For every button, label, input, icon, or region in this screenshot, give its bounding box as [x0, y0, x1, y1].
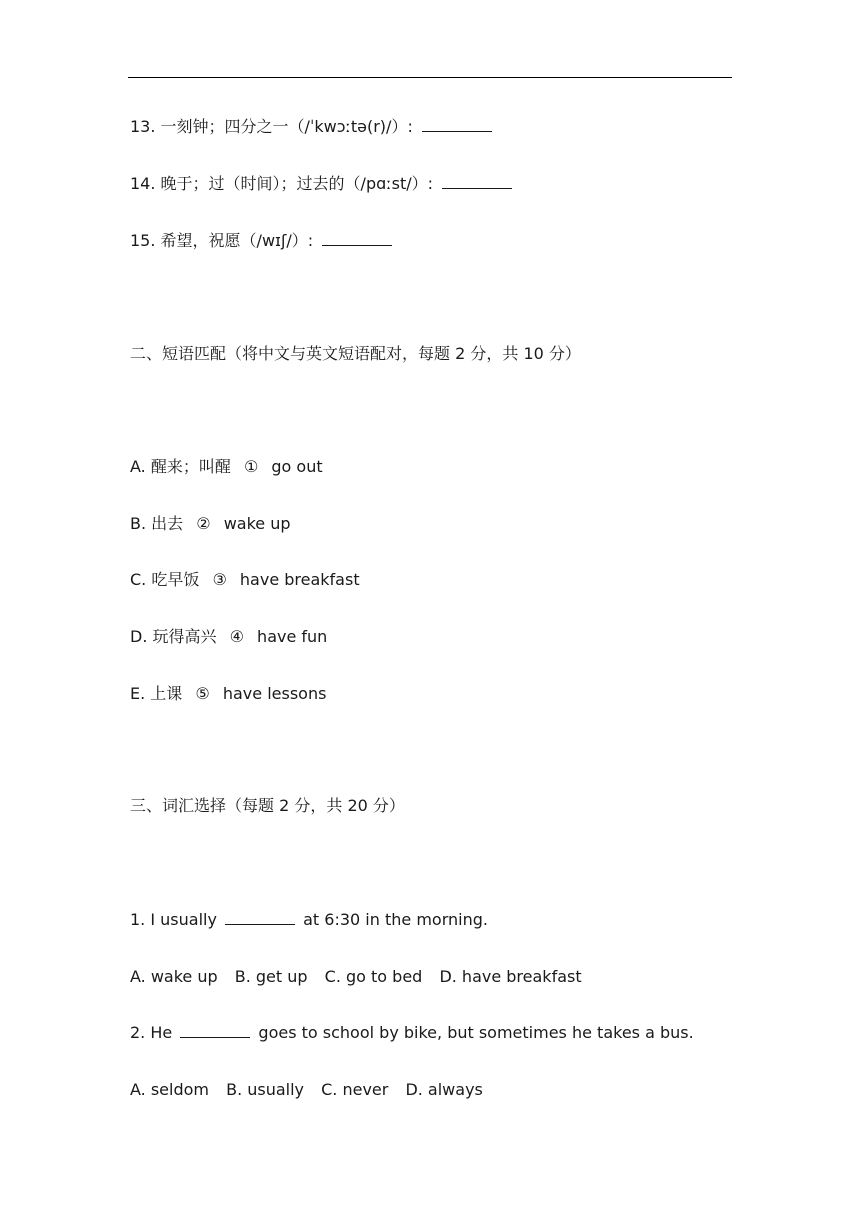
question-stem-start: 2. He	[130, 1023, 173, 1042]
match-chinese: 上课	[150, 684, 183, 703]
vocab-item-15	[130, 231, 392, 251]
match-english: wake up	[223, 514, 291, 533]
header-rule	[128, 77, 732, 78]
question-1	[130, 910, 488, 930]
question-2-options	[130, 1080, 483, 1100]
question-stem-start: 1. I usually	[130, 910, 217, 929]
match-english: go out	[271, 457, 323, 476]
answer-blank[interactable]	[225, 910, 295, 925]
vocab-item-14	[130, 174, 512, 194]
match-english: have lessons	[222, 684, 327, 703]
answer-blank[interactable]	[442, 174, 512, 189]
match-row-b	[130, 514, 291, 534]
match-row-c	[130, 570, 360, 590]
option-c[interactable]: C. never	[321, 1080, 389, 1099]
match-number: ④	[229, 627, 244, 646]
vocab-item-13	[130, 117, 492, 137]
option-a[interactable]: A. seldom	[130, 1080, 209, 1099]
match-english: have breakfast	[239, 570, 360, 589]
match-letter: D.	[130, 627, 148, 646]
question-1-options	[130, 967, 582, 987]
match-letter: E.	[130, 684, 146, 703]
section2-heading: 二、短语匹配（将中文与英文短语配对，每题 2 分，共 10 分）	[130, 344, 581, 363]
match-chinese: 醒来；叫醒	[150, 457, 231, 476]
item-number: 13.	[130, 117, 156, 136]
match-number: ⑤	[195, 684, 210, 703]
question-stem-end: goes to school by bike, but sometimes he takes a bus.	[258, 1023, 694, 1042]
match-letter: B.	[130, 514, 147, 533]
item-number: 14.	[130, 174, 156, 193]
match-letter: A.	[130, 457, 146, 476]
match-row-e	[130, 684, 326, 704]
match-number: ③	[212, 570, 227, 589]
match-number: ②	[196, 514, 211, 533]
question-stem-end: at 6:30 in the morning.	[303, 910, 488, 929]
answer-blank[interactable]	[422, 117, 492, 132]
match-chinese: 出去	[151, 514, 184, 533]
match-row-a	[130, 457, 323, 477]
question-2	[130, 1023, 694, 1043]
item-text: 希望，祝愿（/wɪʃ/）:	[160, 231, 314, 250]
option-b[interactable]: B. get up	[234, 967, 308, 986]
answer-blank[interactable]	[322, 231, 392, 246]
match-row-d	[130, 627, 327, 647]
option-a[interactable]: A. wake up	[130, 967, 218, 986]
option-c[interactable]: C. go to bed	[324, 967, 423, 986]
match-chinese: 吃早饭	[151, 570, 200, 589]
match-number: ①	[243, 457, 259, 476]
match-letter: C.	[130, 570, 147, 589]
answer-blank[interactable]	[180, 1023, 250, 1038]
section3-heading: 三、词汇选择（每题 2 分，共 20 分）	[130, 796, 405, 815]
match-english: have fun	[257, 627, 328, 646]
match-chinese: 玩得高兴	[152, 627, 217, 646]
option-d[interactable]: D. have breakfast	[439, 967, 582, 986]
option-d[interactable]: D. always	[405, 1080, 483, 1099]
item-number: 15.	[130, 231, 156, 250]
option-b[interactable]: B. usually	[226, 1080, 305, 1099]
item-text: 一刻钟；四分之一（/ˈkwɔːtə(r)/）:	[160, 117, 413, 136]
item-text: 晚于；过（时间）；过去的（/pɑːst/）:	[160, 174, 434, 193]
